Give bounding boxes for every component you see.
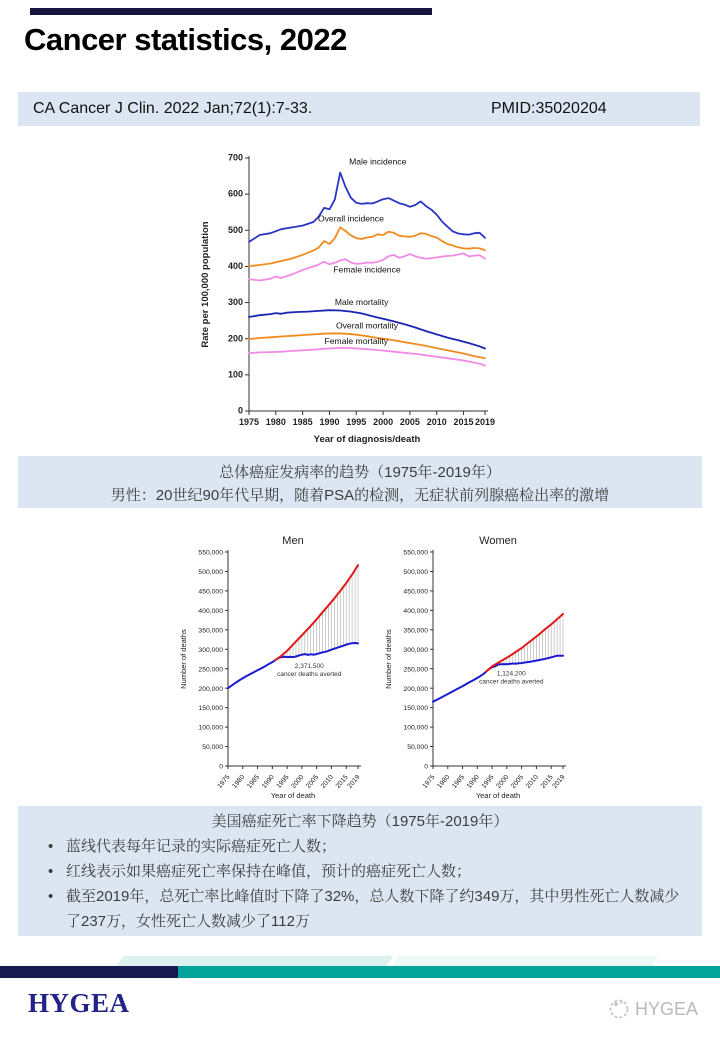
svg-text:1975: 1975 (238, 417, 260, 427)
svg-text:450,000: 450,000 (198, 588, 223, 596)
svg-text:200,000: 200,000 (198, 685, 223, 693)
svg-text:Male mortality: Male mortality (334, 297, 389, 308)
svg-text:cancer deaths averted: cancer deaths averted (479, 678, 544, 686)
svg-text:300: 300 (227, 297, 243, 308)
svg-text:100,000: 100,000 (198, 724, 223, 732)
svg-text:2005: 2005 (510, 773, 526, 790)
svg-text:2019: 2019 (551, 773, 567, 790)
svg-text:100: 100 (227, 369, 243, 380)
svg-text:400,000: 400,000 (403, 607, 428, 615)
svg-text:1995: 1995 (346, 417, 367, 427)
footer-bar-teal (178, 966, 720, 978)
svg-text:2010: 2010 (319, 773, 335, 790)
svg-text:500: 500 (227, 224, 243, 235)
svg-text:2015: 2015 (334, 773, 350, 790)
svg-text:50,000: 50,000 (202, 744, 223, 752)
svg-text:Rate per 100,000 population: Rate per 100,000 population (200, 221, 211, 348)
svg-text:200,000: 200,000 (403, 685, 428, 693)
svg-text:1980: 1980 (231, 773, 247, 790)
caption-incidence-line1: 总体癌症发病率的趋势（1975年-2019年） (219, 464, 501, 481)
svg-text:1975: 1975 (421, 773, 437, 790)
svg-text:1980: 1980 (436, 773, 452, 790)
svg-text:350,000: 350,000 (403, 627, 428, 635)
caption-mortality-title: 美国癌症死亡率下降趋势（1975年-2019年） (211, 813, 509, 830)
svg-text:2000: 2000 (495, 773, 511, 790)
svg-text:Number of deaths: Number of deaths (179, 629, 188, 689)
svg-text:0: 0 (424, 763, 428, 771)
citation-text: CA Cancer J Clin. 2022 Jan;72(1):7-33. (33, 100, 313, 117)
svg-text:1985: 1985 (292, 417, 313, 427)
svg-text:1985: 1985 (450, 773, 467, 790)
footer-brand-logo: HYGEA (28, 988, 130, 1018)
svg-text:700: 700 (227, 152, 243, 163)
svg-text:2010: 2010 (426, 417, 447, 427)
svg-text:300,000: 300,000 (198, 646, 223, 654)
svg-text:1995: 1995 (480, 773, 496, 790)
svg-text:2010: 2010 (524, 773, 540, 790)
caption-mortality (18, 806, 702, 936)
svg-text:Female incidence: Female incidence (333, 264, 401, 275)
svg-text:2005: 2005 (305, 773, 321, 790)
svg-text:50,000: 50,000 (407, 744, 428, 752)
svg-text:2019: 2019 (474, 417, 496, 427)
svg-text:Year of death: Year of death (475, 791, 521, 800)
svg-text:Men: Men (282, 535, 304, 547)
svg-text:100,000: 100,000 (403, 724, 428, 732)
svg-text:1975: 1975 (216, 773, 232, 790)
svg-text:cancer deaths averted: cancer deaths averted (277, 670, 342, 678)
svg-text:300,000: 300,000 (403, 646, 428, 654)
svg-text:2000: 2000 (373, 417, 394, 427)
caption-incidence (18, 456, 702, 508)
svg-text:2000: 2000 (290, 773, 306, 790)
svg-text:Overall mortality: Overall mortality (335, 320, 399, 331)
svg-text:500,000: 500,000 (198, 569, 223, 577)
svg-text:0: 0 (219, 763, 223, 771)
svg-text:0: 0 (237, 405, 243, 416)
svg-text:2015: 2015 (539, 773, 555, 790)
svg-text:600: 600 (227, 188, 243, 199)
svg-text:Female mortality: Female mortality (324, 335, 389, 346)
svg-text:1985: 1985 (245, 773, 262, 790)
svg-text:2005: 2005 (399, 417, 420, 427)
incidence-mortality-line-chart (193, 146, 523, 451)
page-title: Cancer statistics, 2022 (24, 22, 347, 57)
svg-text:150,000: 150,000 (403, 705, 428, 713)
svg-text:400: 400 (227, 261, 243, 272)
footer-accent-highlight-2 (391, 956, 658, 966)
svg-text:Year of diagnosis/death: Year of diagnosis/death (313, 434, 421, 445)
footer-watermark (608, 998, 698, 1020)
deaths-averted-chart-men (172, 532, 372, 804)
caption-incidence-line2: 男性：20世纪90年代早期，随着PSA的检测，无症状前列腺癌检出率的激增 (110, 487, 610, 504)
svg-text:350,000: 350,000 (198, 627, 223, 635)
hygea-logo-icon (608, 998, 630, 1020)
svg-text:1,124,200: 1,124,200 (496, 670, 526, 678)
deaths-averted-chart-women (377, 532, 577, 804)
svg-text:Number of deaths: Number of deaths (384, 629, 393, 689)
svg-text:1990: 1990 (465, 773, 481, 790)
svg-text:250,000: 250,000 (198, 666, 223, 674)
svg-text:2019: 2019 (346, 773, 362, 790)
caption-bullet-blue-line: • 蓝线代表每年记录的实际癌症死亡人数； (18, 834, 702, 859)
footer-accent-highlight (116, 956, 393, 966)
top-accent-bar (30, 8, 432, 15)
svg-text:2,371,500: 2,371,500 (294, 662, 324, 670)
caption-bullet-summary: • 截至2019年，总死亡率比峰值时下降了32%，总人数下降了约349万，其中男性死亡人数减少了237万，女性死亡人数减少了112万 (18, 884, 702, 934)
svg-text:1990: 1990 (319, 417, 340, 427)
svg-text:1980: 1980 (265, 417, 286, 427)
svg-text:200: 200 (227, 333, 243, 344)
caption-bullet-red-line: • 红线表示如果癌症死亡率保持在峰值，预计的癌症死亡人数； (18, 859, 702, 884)
svg-text:Overall incidence: Overall incidence (317, 213, 384, 224)
svg-text:Year of death: Year of death (270, 791, 316, 800)
svg-text:250,000: 250,000 (403, 666, 428, 674)
svg-text:2015: 2015 (453, 417, 474, 427)
svg-text:150,000: 150,000 (198, 705, 223, 713)
svg-text:1995: 1995 (275, 773, 291, 790)
svg-text:450,000: 450,000 (403, 588, 428, 596)
svg-text:Women: Women (479, 535, 517, 547)
footer-bar-navy (0, 966, 178, 978)
svg-text:Male incidence: Male incidence (349, 156, 407, 167)
svg-text:550,000: 550,000 (403, 549, 428, 557)
watermark-text: HYGEA (635, 998, 699, 1019)
pmid-text: PMID:35020204 (491, 100, 607, 117)
svg-text:500,000: 500,000 (403, 569, 428, 577)
svg-text:550,000: 550,000 (198, 549, 223, 557)
svg-text:400,000: 400,000 (198, 607, 223, 615)
svg-text:1990: 1990 (260, 773, 276, 790)
citation-bar (18, 92, 700, 126)
